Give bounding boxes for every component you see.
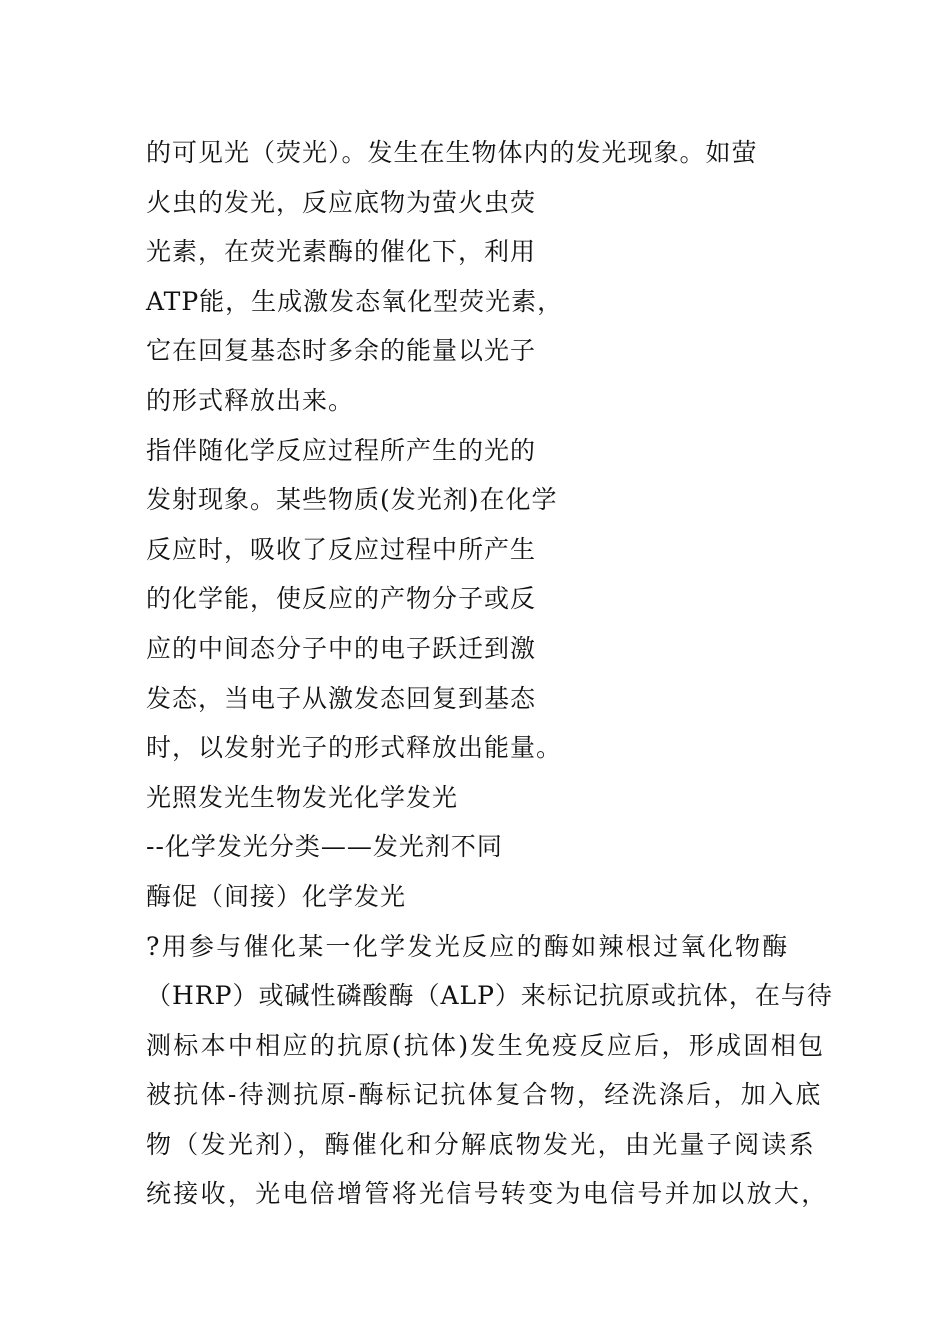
text-line-21: 物（发光剂），酶催化和分解底物发光，由光量子阅读系 [146,1129,817,1159]
text-line-5: 它在回复基态时多余的能量以光子 [146,336,537,366]
text-line-7: 指伴随化学反应过程所产生的光的 [146,435,537,465]
text-line-1: 的可见光（荧光）。发生在生物体内的发光现象。如萤 [146,138,758,167]
text-line-19: 测标本中相应的抗原(抗体)发生免疫反应后，形成固相包 [146,1030,826,1060]
text-line-6: 的形式释放出来。 [146,385,355,415]
text-line-10: 的化学能，使反应的产物分子或反 [146,584,537,614]
text-line-18: （HRP）或碱性磷酸酶（ALP）来标记抗原或抗体，在与待 [146,981,833,1011]
text-line-17: ?用参与催化某一化学发光反应的酶如辣根过氧化物酶 [146,931,790,961]
text-line-14: 光照发光生物发光化学发光 [146,782,459,812]
text-line-8: 发射现象。某些物质(发光剂)在化学 [146,485,558,515]
text-line-13: 时，以发射光子的形式释放出能量。 [146,733,563,763]
text-line-12: 发态，当电子从激发态回复到基态 [146,683,537,713]
text-line-15: --化学发光分类——发光剂不同 [146,832,503,862]
text-line-3: 光素，在荧光素酶的催化下，利用 [146,237,537,267]
text-line-2: 火虫的发光，反应底物为萤火虫荧 [146,187,537,217]
text-line-16: 酶促（间接）化学发光 [146,881,407,911]
text-line-22: 统接收，光电倍增管将光信号转变为电信号并加以放大， [146,1179,829,1209]
text-line-9: 反应时，吸收了反应过程中所产生 [146,534,537,564]
document-body [146,128,833,1219]
text-line-20: 被抗体-待测抗原-酶标记抗体复合物，经洗涤后，加入底 [146,1080,823,1110]
text-line-11: 应的中间态分子中的电子跃迁到激 [146,633,537,663]
text-line-4: ATP能，生成激发态氧化型荧光素， [146,286,564,316]
